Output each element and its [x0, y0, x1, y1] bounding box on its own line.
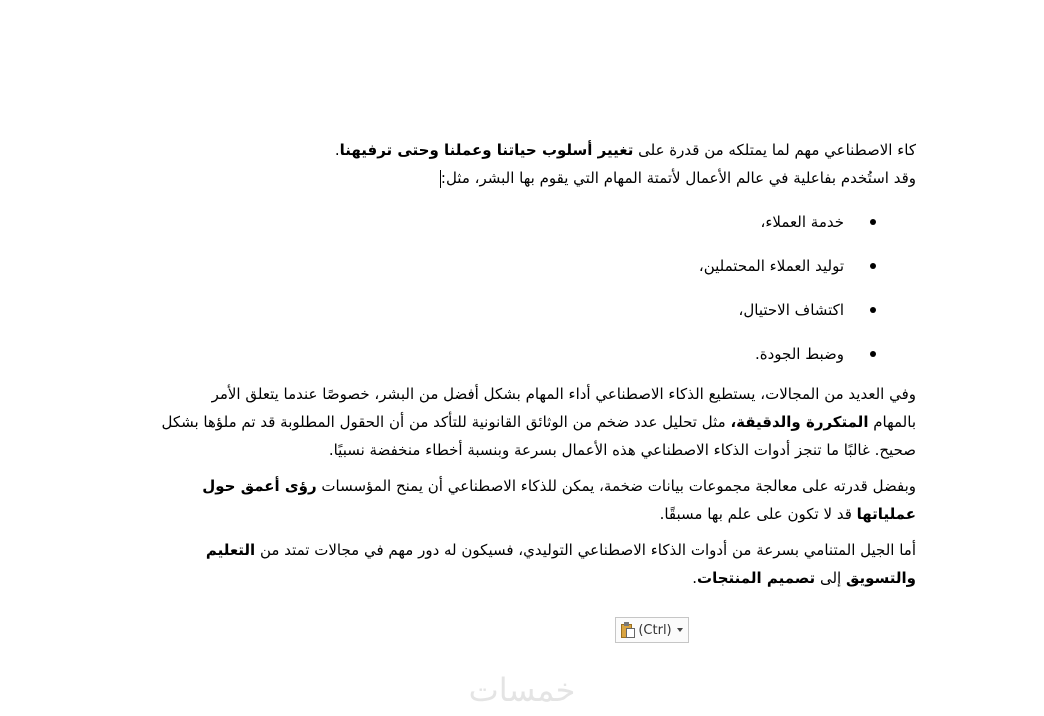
list-item	[104, 200, 916, 244]
paragraph-4	[104, 536, 916, 592]
spacer	[104, 192, 916, 200]
intro-text-2: وقد استُخدم بفاعلية في عالم الأعمال لأتمتة المهام التي يقوم بها البشر، مثل:	[440, 169, 916, 187]
spacer	[104, 464, 916, 472]
paste-options-button[interactable]	[615, 617, 689, 643]
para4-bold-text: التعليم	[205, 541, 256, 559]
spacer	[104, 528, 916, 536]
para3-bold-text: عملياتها	[856, 505, 916, 523]
para2-line-3	[104, 436, 916, 464]
para4-line-2	[104, 564, 916, 592]
para2-text: بالمهام	[868, 413, 916, 431]
list-item-text: اكتشاف الاحتيال،	[738, 301, 844, 319]
paragraph-3	[104, 472, 916, 528]
intro-period: .	[334, 141, 340, 159]
paragraph-2	[104, 380, 916, 464]
bullet-list	[104, 200, 916, 376]
intro-line-1	[104, 136, 916, 164]
para4-bold-text: والتسويق	[845, 569, 916, 587]
para2-bold-text: المتكررة والدقيقة،	[730, 413, 869, 431]
para2-line-1	[104, 380, 916, 408]
document-body[interactable]	[104, 136, 916, 592]
para4-text: أما الجيل المتنامي بسرعة من أدوات الذكاء الاصطناعي التوليدي، فسيكون له دور مهم في مجالات تمتد من	[255, 541, 916, 559]
para4-text: إلى	[815, 569, 846, 587]
para3-line-2	[104, 500, 916, 528]
para2-text: صحيح. غالبًا ما تنجز أدوات الذكاء الاصطناعي هذه الأعمال بسرعة وبنسبة أخطاء منخفضة نسبيًا.	[328, 441, 916, 459]
para4-line-1	[104, 536, 916, 564]
intro-paragraph	[104, 136, 916, 192]
intro-line-2	[104, 164, 916, 192]
list-item-text: خدمة العملاء،	[760, 213, 844, 231]
list-item	[104, 332, 916, 376]
intro-text: كاء الاصطناعي مهم لما يمتلكه من قدرة على	[633, 141, 916, 159]
list-item-text: وضبط الجودة.	[755, 345, 844, 363]
watermark-logo: خمسات	[468, 671, 576, 709]
para2-line-2	[104, 408, 916, 436]
para4-period: .	[692, 569, 697, 587]
paste-options-label: (Ctrl)	[638, 622, 672, 638]
list-item-text: توليد العملاء المحتملين،	[698, 257, 844, 275]
para4-bold-text: تصميم المنتجات	[697, 569, 816, 587]
list-item	[104, 288, 916, 332]
para3-bold-text: رؤى أعمق حول	[202, 477, 317, 495]
bullet-icon	[870, 307, 876, 313]
para3-text: قد لا تكون على علم بها مسبقًا.	[659, 505, 857, 523]
bullet-icon	[870, 219, 876, 225]
intro-bold-text: تغيير أسلوب حياتنا وعملنا وحتى ترفيهنا	[339, 141, 634, 159]
chevron-down-icon	[677, 628, 683, 632]
list-item	[104, 244, 916, 288]
clipboard-paste-icon	[621, 622, 635, 638]
bullet-icon	[870, 263, 876, 269]
para2-text: مثل تحليل عدد ضخم من الوثائق القانونية للتأكد من أن الحقول المطلوبة قد تم ملؤها بشكل	[161, 413, 731, 431]
para3-line-1	[104, 472, 916, 500]
para2-text: وفي العديد من المجالات، يستطيع الذكاء الاصطناعي أداء المهام بشكل أفضل من البشر، خصوصًا عندما يتعلق الأمر	[211, 385, 916, 403]
bullet-icon	[870, 351, 876, 357]
para3-text: وبفضل قدرته على معالجة مجموعات بيانات ضخمة، يمكن للذكاء الاصطناعي أن يمنح المؤسسات	[316, 477, 916, 495]
